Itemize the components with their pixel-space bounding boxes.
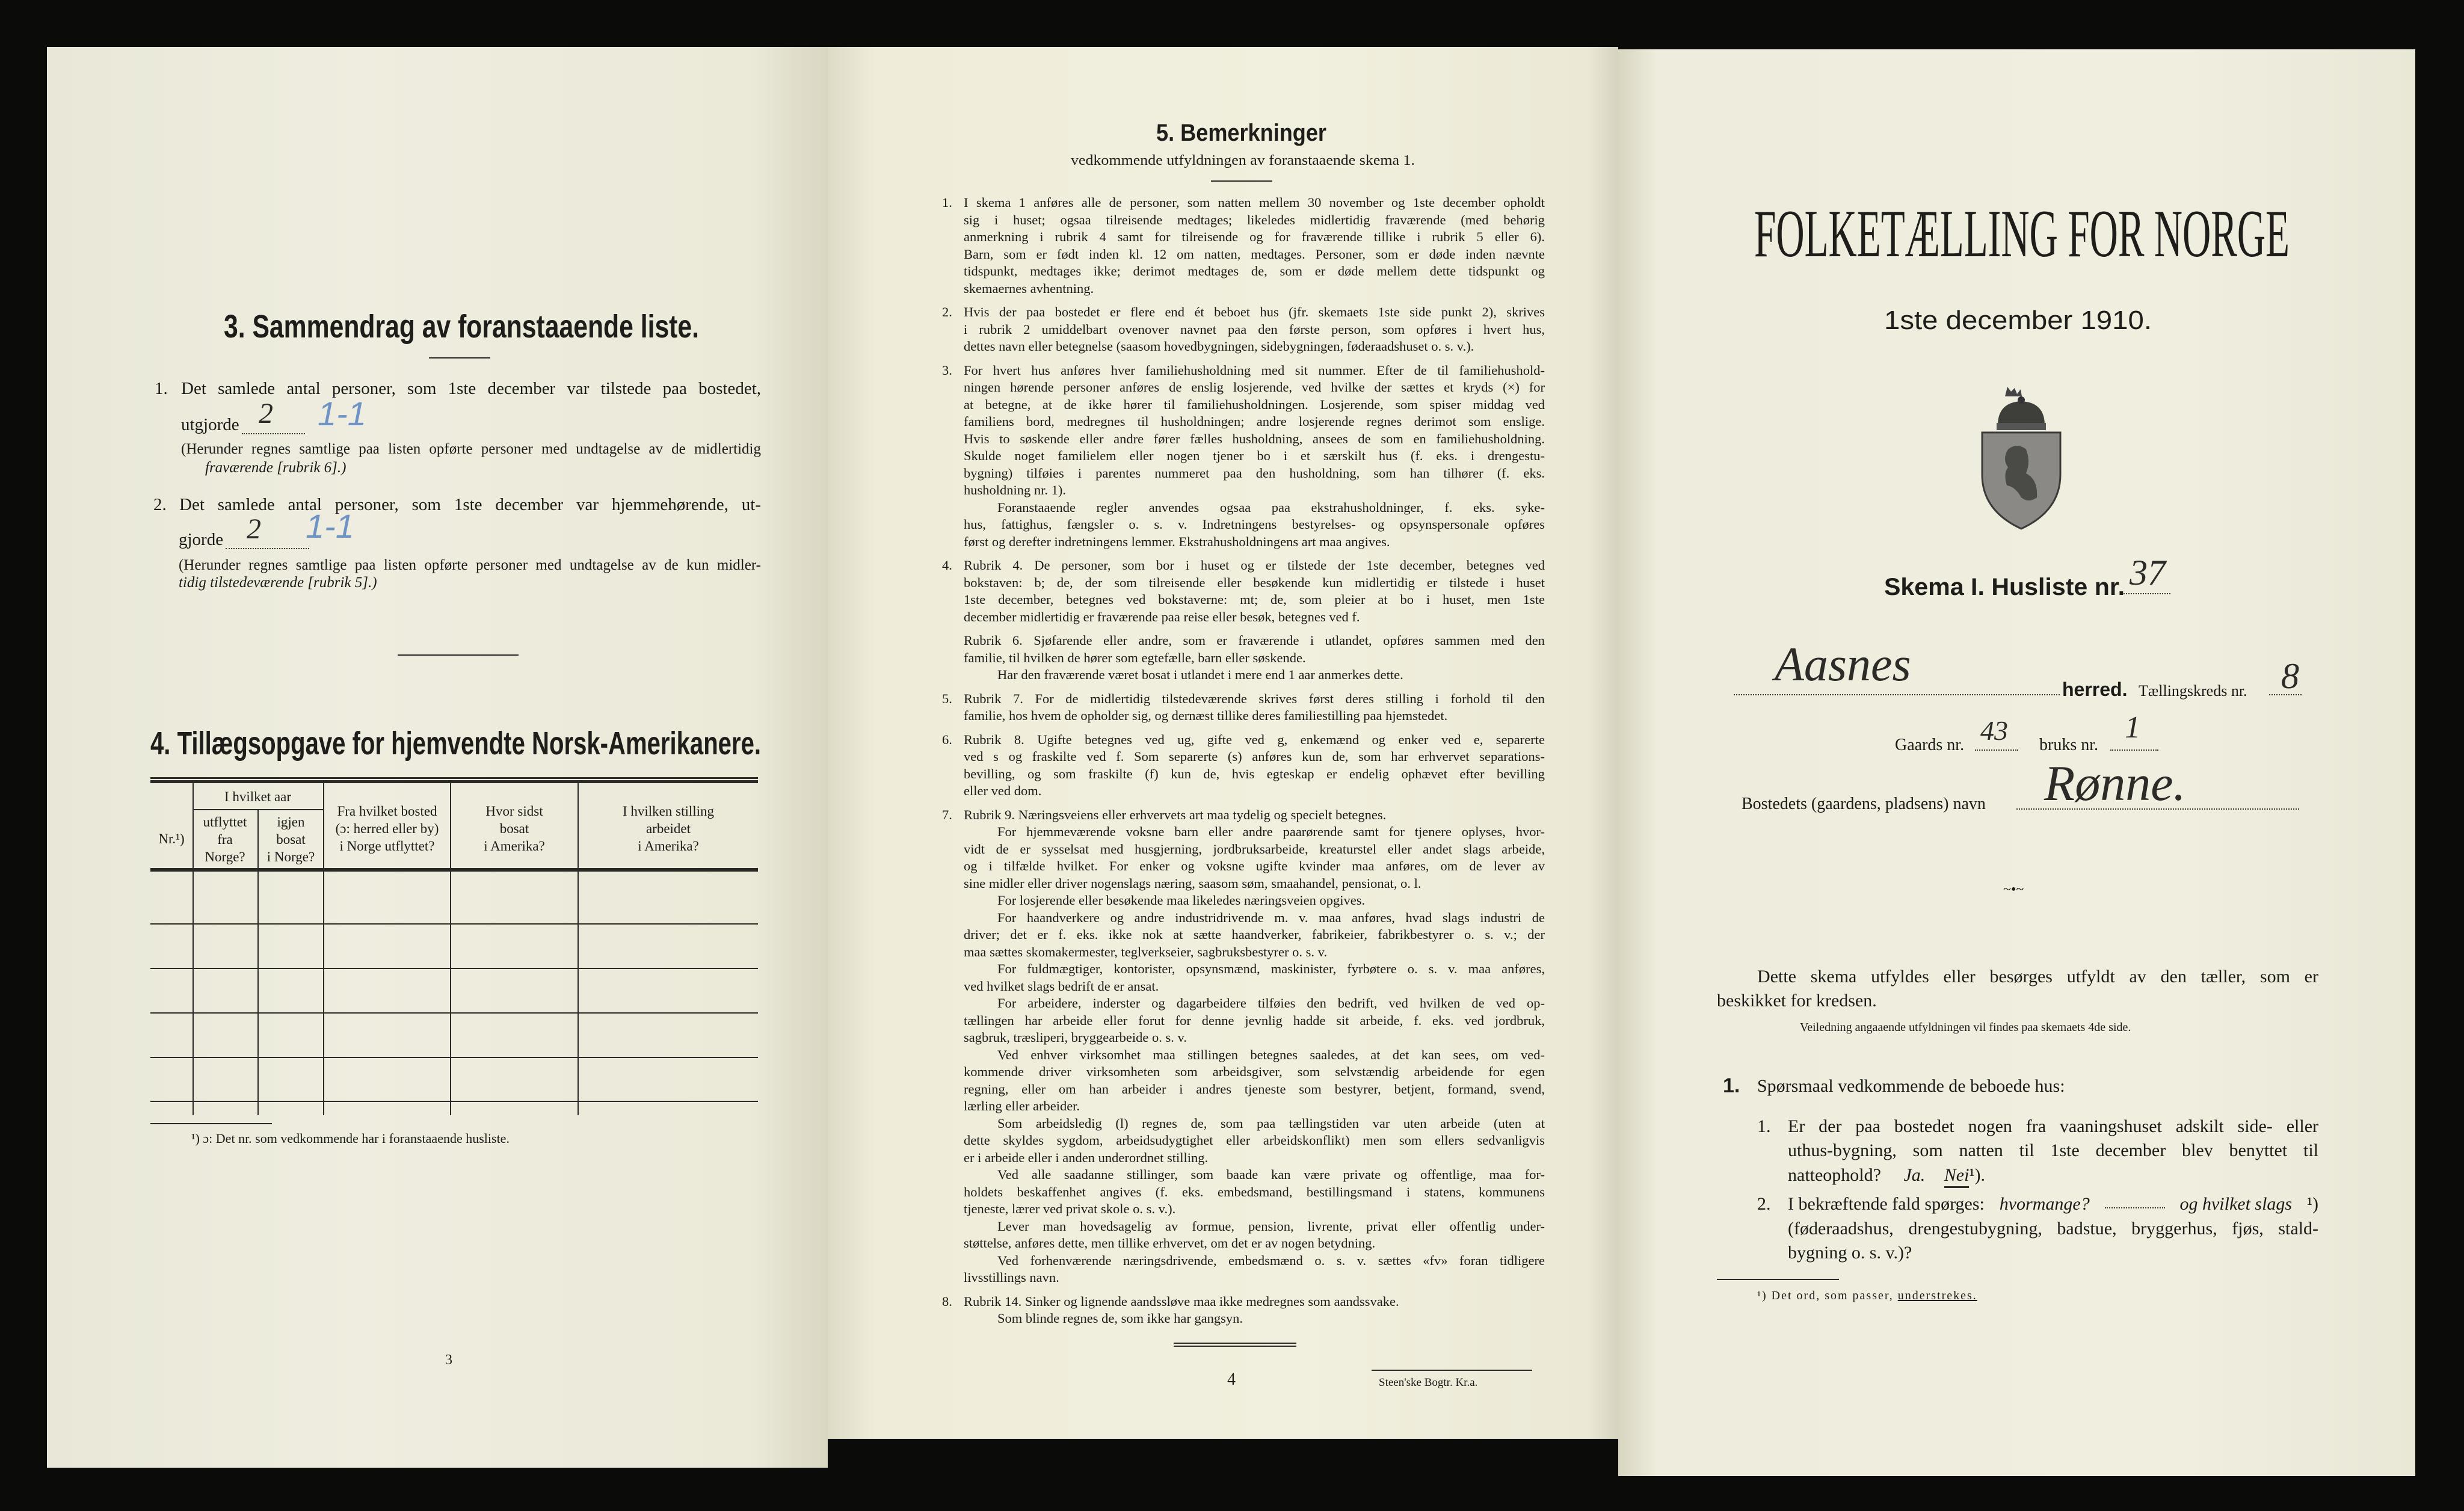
remark-line: skemaernes avhentning. <box>964 280 1094 296</box>
remark-line: holdets beskaffenhet angives (f. eks. embedsmand, bestillingsmand i statens, kommunens <box>964 1184 1545 1199</box>
remark-line: Lever man hovedsagelig av formue, pension, livrente, privat eller offentlig under- <box>997 1218 1545 1234</box>
remark-line: 1ste december, betegnes ved bokstaverne: mt; de, som pleier at bo i huset, men 1ste <box>964 592 1545 607</box>
page-number: 3 <box>445 1352 452 1368</box>
remark-number: 5. <box>942 691 952 706</box>
question-section-title: Spørsmaal vedkommende de beboede hus: <box>1757 1076 2065 1096</box>
remark-line: Skulde noget familielem eller nogen tjener bo i et særskilt hus (f. eks. i drengestu- <box>964 448 1545 463</box>
remark-line: tællingen har arbeide eller forut for denne jevnlig hadde sit arbeide, f. eks. ved jordbruk, <box>964 1012 1545 1028</box>
ornament-icon: ~•~ <box>2003 882 2024 897</box>
double-rule <box>1174 1346 1296 1347</box>
header-year-group: I hvilket aar <box>224 789 292 804</box>
remark-item <box>942 807 1545 1287</box>
remark-line: bevilling, og som fraskilte (f) kun de, hvis egteskap er endelig ophævet efter bevilling <box>964 766 1545 781</box>
remark-line: dette skyldes sygdom, arbeidsudygtighet eller arbeidskonflikt) men som ellers sedvanligvis <box>964 1133 1545 1148</box>
remark-number: 6. <box>942 731 952 747</box>
remark-line: Ved enhver virksomhet maa stillingen betegnes saaledes, at det kan sees, om ved- <box>997 1047 1545 1062</box>
remark-line: hus, fattighus, fængsler o. s. v. Indretningens bestyrelses- og opsynspersonale opføres <box>964 517 1545 532</box>
remark-item <box>942 362 1545 551</box>
remark-line: driver; det er f. eks. ikke nok at sætte haandverker, fabrikeier, fabrikbestyrer o. s. v.; der <box>964 927 1545 942</box>
intro-text: Dette skema utfyldes eller besørges utfyldt av den tæller, som er <box>1757 967 2318 986</box>
svg-text:4. Tillægsopgave for hjemvend: 4. Tillægsopgave for hjemvendte Norsk-Amerikanere. <box>150 725 761 762</box>
remark-line: bokstaven: b; de, der som tilreisende eller besøkende kun midlertidig er tilstede i huset <box>964 574 1545 590</box>
summary-present-label: utgjorde <box>181 415 239 434</box>
remark-line: Ved forhenværende næringsdrivende, embedsmænd o. s. v. sættes «fv» foran tidligere <box>997 1252 1545 1268</box>
divider <box>429 357 490 359</box>
remark-line: maa sættes skomakermester, teglverkseier, sagbruksbestyrer o. s. v. <box>964 944 1328 959</box>
remark-line: vidt de er sysselsat med husgjerning, jordbruksarbeide, kreaturstel eller andet slags arbeide, <box>964 841 1545 857</box>
svg-text:1ste december 1910.: 1ste december 1910. <box>1884 306 2152 335</box>
remark-item <box>942 731 1545 800</box>
remark-line: bygning) tilføies i parentes nummeret paa den husholdning, som han tilhører (f. eks. <box>964 465 1545 481</box>
answer-nei-underlined: Nei <box>1944 1165 1970 1188</box>
remark-line: ningen hørende personer anføres de enslig losjerende, ved hvilke der sættes et kryds (×) for <box>964 380 1545 395</box>
remark-line: tidspunkt, medtages ikke; derimot medtages de, som er døde mellem dette tidspunkt og <box>964 263 1545 279</box>
remark-line: Barn, som er født inden kl. 12 om natten, medtages. Personer, som er døde inden nævnte <box>964 246 1545 262</box>
norway-coat-of-arms-icon <box>1981 383 2062 531</box>
question-section-number: 1. <box>1723 1074 1740 1097</box>
remark-item <box>942 557 1545 626</box>
remark-line: ved s og fraskilte ved f. Som separerte (s) anføres kun de, som har erhvervet separations- <box>964 749 1545 764</box>
divider <box>398 654 519 656</box>
remark-line: Som blinde regnes de, som ikke har gangsyn. <box>997 1311 1243 1326</box>
kreds-label: Tællingskreds nr. <box>2139 682 2247 700</box>
remark-item <box>942 632 1545 684</box>
divider <box>1211 180 1272 182</box>
footnote-divider <box>150 1123 272 1124</box>
handwritten-present-count: 2 <box>259 398 273 429</box>
pencil-resident-count: 1-1 <box>306 507 354 545</box>
remark-line: For fuldmægtiger, kontorister, opsynsmænd, maskinister, fyrbøtere o. s. v. maa anføres, <box>997 961 1545 976</box>
bruks-label: bruks nr. <box>2039 736 2098 754</box>
handwritten-resident-count: 2 <box>247 513 261 545</box>
svg-text:5. Bemerkninger: 5. Bemerkninger <box>1156 120 1326 146</box>
gaards-value: 43 <box>1980 715 2008 746</box>
section3-heading <box>223 304 704 346</box>
remark-line: Ved alle saadanne stillinger, som baade kan være private og offentlige, maa for- <box>997 1167 1545 1182</box>
question-number: 1. <box>1757 1116 1771 1136</box>
remark-line: støttelse, anføres dette, men tillike erhvervet, om det er av nogen betydning. <box>964 1236 1376 1251</box>
double-rule <box>1174 1343 1296 1344</box>
remark-line: Har den fraværende været bosat i utlandet i mere end 1 aar anmerkes dette. <box>997 667 1403 682</box>
question2-text: I bekræftende fald spørges: hvormange? og hvilket slags ¹) <box>1788 1194 2318 1214</box>
summary-resident-label: gjorde <box>179 530 224 549</box>
remark-line: For haandverkere og andre industridrivende m. v. maa anføres, hvad slags industri de <box>997 909 1545 925</box>
remark-line: dettes navn eller betegnelse (saasom hovedbygningen, sidebygningen, føderaadshuset o. s. v.). <box>964 339 1474 354</box>
bosted-label: Bostedets (gaardens, pladsens) navn <box>1742 795 1986 813</box>
remark-line: december midlertidig er fraværende paa reise eller besøk, betegnes ved f. <box>964 609 1360 624</box>
question1-answer-line: natteophold? Ja. Nei¹). <box>1788 1165 1985 1186</box>
remark-line: Som arbeidsledig (l) regnes de, som paa tællingstiden var uten arbeide (uten at <box>997 1115 1545 1131</box>
footnote-divider <box>1717 1279 1839 1280</box>
answer-ja: Ja. <box>1903 1165 1926 1185</box>
remark-number: 4. <box>942 558 952 573</box>
dotted-fill-line <box>226 536 309 549</box>
remark-item <box>942 691 1545 725</box>
remark-line: sig i huset; ogsaa tilreisende medtages; likeledes midlertidig fraværende (med behørig <box>964 212 1545 227</box>
table-row <box>150 923 758 925</box>
remark-line: Hvis to søskende eller andre fører fælles husholdning, ansees de som en familiehusholdning. <box>964 431 1545 446</box>
remark-line: Foranstaaende regler anvendes ogsaa paa ekstrahusholdninger, f. eks. syke- <box>997 499 1545 515</box>
table-row <box>150 968 758 969</box>
remark-number: 8. <box>942 1293 952 1309</box>
remark-line: at betegne, at de ikke hører til familiehusholdningen. Losjerende, som spiser middag ved <box>964 396 1545 412</box>
remark-line: eller ved dom. <box>964 783 1042 798</box>
printer-rule <box>1372 1370 1532 1371</box>
remark-line: Rubrik 7. For de midlertidig tilstedeværende skrives først deres stilling i forhold til den <box>964 691 1545 706</box>
remark-item <box>942 304 1545 355</box>
remark-line: kommende driver virksomheten som arbeidsgiver, som selvstændig arbeidende for egen <box>964 1064 1545 1079</box>
remark-line: For losjerende eller besøkende maa likeledes næringsveien opgives. <box>997 893 1366 908</box>
remark-line: Rubrik 8. Ugifte betegnes ved ug, gifte ved g, enkemænd og enker ved e, separerte <box>964 731 1545 747</box>
header-emigrated-year: utflyttet fra Norge? <box>203 814 247 864</box>
remarks-list <box>942 194 1545 1328</box>
schema-husliste-label <box>1883 568 2130 600</box>
remark-line: anmerkning i rubrik 4 samt for tilreisende og for fraværende tillike i rubrik 5 eller 6). <box>964 229 1545 244</box>
remark-line: familiens bord, medregnes til husholdningen; andre losjerende regnes derimot som enslige. <box>964 414 1545 429</box>
remark-line: For arbeidere, inderster og dagarbeidere tilføies den bedrift, ved hvilken de ved op- <box>997 996 1545 1011</box>
remarks-heading <box>1155 114 1332 148</box>
gaards-label: Gaards nr. <box>1895 736 1965 754</box>
remark-line: tjeneste, lærer ved privat skole o. s. v.). <box>964 1201 1176 1216</box>
kreds-value: 8 <box>2281 656 2299 696</box>
census-date <box>1883 304 2157 335</box>
summary-present-text: Det samlede antal personer, som 1ste december var tilstede paa bostedet, <box>181 379 761 398</box>
remark-number: 7. <box>942 807 952 822</box>
question2-text-end: bygning o. s. v.)? <box>1788 1243 1912 1263</box>
dotted-fill-line <box>2105 1194 2165 1208</box>
census-title <box>1752 198 2293 265</box>
summary-present-note-cont: fraværende [rubrik 6].) <box>205 460 346 476</box>
remark-line: familie, hos hvem de opholder sig, og dernæst tillike deres familiestilling paa hjemstedet. <box>964 708 1448 723</box>
printer-credit: Steen'ske Bogtr. Kr.a. <box>1379 1376 1478 1389</box>
remark-line: først og derefter indretningens lemmer. Ekstrahusholdningens art maa angives. <box>964 534 1390 549</box>
summary-resident-text: Det samlede antal personer, som 1ste december var hjemmehørende, ut- <box>179 495 761 514</box>
remark-line: regning, eller om han arbeider i andres tjeneste som bestyrer, betjent, formand, svend, <box>964 1081 1545 1097</box>
question2-text-cont: (føderaadshus, drengestubygning, badstue, bryggerhus, fjøs, stald- <box>1788 1219 2318 1239</box>
remark-line: i rubrik 2 umiddelbart ovenover navnet paa den første person, som opføres i hvert hus, <box>964 321 1545 337</box>
remark-line: I skema 1 anføres alle de personer, som natten mellem 30 november og 1ste december opholdt <box>964 195 1545 210</box>
remark-item <box>942 194 1545 297</box>
remark-item <box>942 1293 1545 1328</box>
svg-text:Skema I. Husliste nr.: Skema I. Husliste nr. <box>1884 574 2125 600</box>
table-row <box>150 1101 758 1102</box>
remark-line: Rubrik 6. Sjøfarende eller andre, som er fraværende i utlandet, opføres sammen med den <box>964 633 1545 648</box>
remark-line: lærling eller arbeider. <box>964 1098 1080 1113</box>
summary-present-note: (Herunder regnes samtlige paa listen opførte personer med undtagelse av de midlertidig <box>181 441 761 457</box>
page-number: 4 <box>1227 1370 1236 1389</box>
bosted-value: Rønne. <box>2044 756 2186 811</box>
bruks-value: 1 <box>2125 710 2140 745</box>
herred-label: herred. <box>2062 679 2128 700</box>
section4-heading <box>149 721 764 763</box>
svg-text:FOLKETÆLLING FOR NORGE: FOLKETÆLLING FOR NORGE <box>1754 198 2290 265</box>
pencil-present-count: 1-1 <box>318 395 366 432</box>
remark-line: familie, til hvilken de hører som egtefælle, barn eller søskende. <box>964 650 1306 665</box>
right-footnote: ¹) Det ord, som passer, understrekes. <box>1757 1289 1977 1302</box>
summary-resident-note: (Herunder regnes samtlige paa listen opførte personer med undtagelse av de kun midler- <box>179 557 761 573</box>
remark-line: Rubrik 4. De personer, som bor i huset og er tilstede der 1ste december, betegnes ved <box>964 558 1545 573</box>
guidance-note: Veiledning angaaende utfyldningen vil findes paa skemaets 4de side. <box>1800 1021 2131 1034</box>
remarks-subtitle <box>1070 149 1418 170</box>
svg-text:3. Sammendrag av foranstaaend: 3. Sammendrag av foranstaaende liste. <box>224 309 699 345</box>
table-footnote: ¹) ɔ: Det nr. som vedkommende har i foranstaaende husliste. <box>191 1131 510 1146</box>
header-returned-year: igjen bosat i Norge? <box>266 814 315 864</box>
remark-line: husholdning nr. 1). <box>964 482 1067 497</box>
husliste-number-value: 37 <box>2130 553 2166 592</box>
item-number: 1. <box>155 379 168 398</box>
remark-line: For hjemmeværende voksne barn eller andre paarørende samt for tjenere oplyses, hvor- <box>997 824 1545 839</box>
remark-line: Rubrik 14. Sinker og lignende aandssløve maa ikke medregnes som aandssvake. <box>964 1293 1399 1309</box>
remark-line: ved hvilket slags bedrift de er ansat. <box>964 978 1159 994</box>
header-nr: Nr.¹) <box>158 831 185 846</box>
remark-line: Rubrik 9. Næringsveiens eller erhvervets art maa tydelig og specielt betegnes. <box>964 807 1387 822</box>
remark-line: er i arbeide eller i anden underordnet stilling. <box>964 1149 1209 1165</box>
remark-line: For hvert hus anføres hver familiehusholdning med sit nummer. Efter de til familiehushold- <box>964 362 1545 378</box>
herred-value: Aasnes <box>1775 638 1911 691</box>
header-last-residence: Hvor sidst bosat i Amerika? <box>484 804 545 854</box>
table-row <box>150 1012 758 1014</box>
svg-text:vedkommende utfyldningen av fo: vedkommende utfyldningen av foranstaaende skema 1. <box>1071 153 1415 168</box>
summary-resident-note-cont: tidig tilstedeværende [rubrik 5].) <box>179 574 377 591</box>
table-row <box>150 1057 758 1058</box>
header-occupation: I hvilken stilling arbeidet i Amerika? <box>622 804 715 854</box>
remark-number: 2. <box>942 304 952 319</box>
remark-line: livsstillings navn. <box>964 1270 1059 1285</box>
item-number: 2. <box>153 495 167 514</box>
remark-line: sine midler eller driver nogenslags næring, saasom søm, smaahandel, pensionat, o. l. <box>964 875 1421 891</box>
question1-text-cont: uthus-bygning, som natten til 1ste december blev benyttet til <box>1788 1140 2318 1160</box>
question-number: 2. <box>1757 1194 1771 1214</box>
intro-text-cont: beskikket for kredsen. <box>1717 991 1877 1011</box>
remark-line: sagbruk, træsliperi, bryggearbeide o. s. v. <box>964 1030 1187 1045</box>
remark-line: og i tilfælde hvilket. For enker og voksne ugifte kvinder maa anføres, om de lever av <box>964 858 1545 873</box>
remark-number: 1. <box>942 195 952 210</box>
remark-number: 3. <box>942 362 952 378</box>
dotted-fill-line <box>242 421 305 434</box>
header-from-place: Fra hvilket bosted (ɔ: herred eller by) i Norge utflyttet? <box>335 804 439 854</box>
question1-text: Er der paa bostedet nogen fra vaaningshuset adskilt side- eller <box>1788 1116 2318 1136</box>
remark-line: Hvis der paa bostedet er flere end ét beboet hus (jfr. skemaets 1ste side punkt 2), skrives <box>964 304 1545 319</box>
